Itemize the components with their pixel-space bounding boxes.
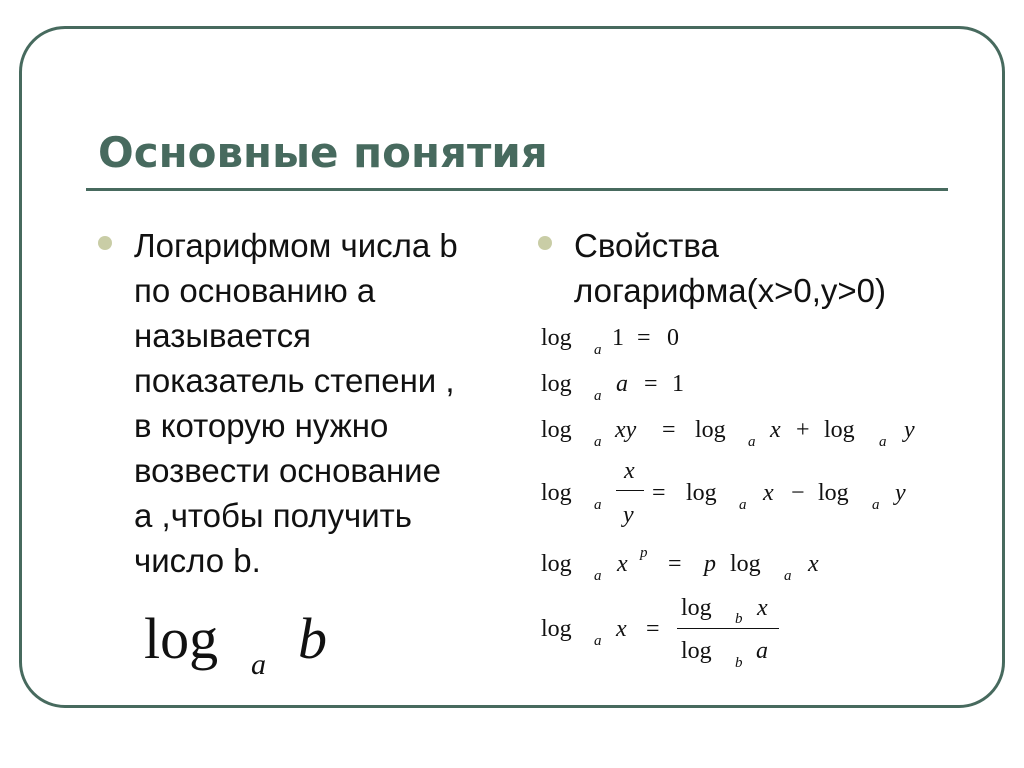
arg-text: x [616,616,627,642]
base-text: a [784,568,792,584]
equals-sign: = [644,371,658,397]
arg-text: x [808,551,819,577]
base-text: a [594,388,602,404]
equals-sign: = [637,325,651,351]
plus-sign: + [796,417,810,443]
equals-sign: = [668,551,682,577]
fraction-numerator: x [757,595,768,621]
fraction-bar [677,628,779,629]
exponent-text: p [640,545,648,561]
log-text: log [541,616,572,642]
base-text: a [594,568,602,584]
base-text: a [872,497,880,513]
minus-sign: − [791,480,805,506]
definition-line: a ,чтобы получить [134,497,412,534]
base-text: b [735,611,743,627]
base-text: b [735,655,743,671]
log-text: log [541,417,572,443]
definition-line: Логарифмом числа b [134,227,458,264]
arg-text: x [763,480,774,506]
fraction-bar [616,490,644,491]
log-text: log [695,417,726,443]
log-text: log [541,325,572,351]
definition-line: по основанию a [134,272,376,309]
fraction-denominator: a [756,638,768,664]
fraction-denominator: y [623,502,634,528]
bullet-icon [538,236,552,250]
equals-sign: = [652,480,666,506]
log-text: log [681,638,712,664]
definition-line: число b. [134,542,261,579]
arg-text: 1 [612,325,624,351]
arg-text: a [616,371,628,397]
log-text: log [730,551,761,577]
log-text: log [818,480,849,506]
arg-text: y [895,480,906,506]
properties-heading [574,223,886,313]
formula-arg: b [298,606,327,671]
base-text: a [879,434,887,450]
arg-text: x [770,417,781,443]
arg-text: xy [615,417,637,443]
base-text: a [748,434,756,450]
definition-line: называется [134,317,311,354]
log-text: log [686,480,717,506]
properties-heading-line: логарифма(x>0,y>0) [574,272,887,309]
result-text: 0 [667,325,679,351]
log-text: log [681,595,712,621]
arg-text: x [617,551,628,577]
result-text: 1 [672,371,684,397]
formula-base: a [251,648,266,681]
bullet-icon [98,236,112,250]
definition-text [134,223,458,583]
base-text: a [594,342,602,358]
log-text: log [541,480,572,506]
equals-sign: = [646,616,660,642]
fraction-numerator: x [624,458,635,484]
log-text: log [541,551,572,577]
base-text: a [594,434,602,450]
base-text: a [594,633,602,649]
slide-title: Основные понятия [98,128,548,177]
definition-line: возвести основание [134,452,441,489]
definition-line: показатель степени , [134,362,455,399]
arg-text: y [904,417,915,443]
title-underline [86,188,948,191]
properties-heading-line: Свойства [574,227,719,264]
definition-line: в которую нужно [134,407,389,444]
coefficient-text: p [704,551,716,577]
base-text: a [739,497,747,513]
equals-sign: = [662,417,676,443]
base-text: a [594,497,602,513]
log-text: log [824,417,855,443]
formula-log: log [144,606,219,671]
log-text: log [541,371,572,397]
